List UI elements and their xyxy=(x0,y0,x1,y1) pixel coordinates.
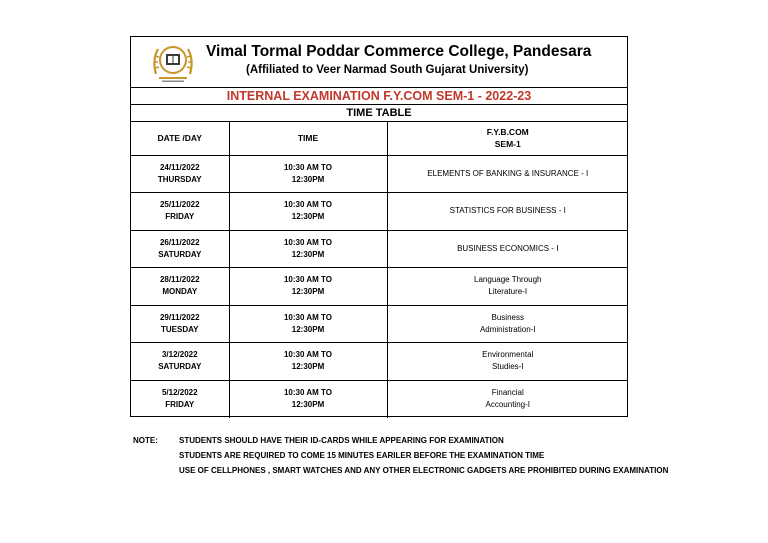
subject-cell xyxy=(387,380,628,418)
day-text: SATURDAY xyxy=(158,362,202,372)
date-text: 26/11/2022 xyxy=(159,237,200,247)
time-end: 12:30PM xyxy=(291,324,325,334)
time-cell xyxy=(229,268,387,306)
day-text: FRIDAY xyxy=(165,400,195,409)
time-end: 12:30PM xyxy=(291,287,325,297)
subject-line-2: Administration-I xyxy=(479,324,536,334)
subject-line-2: Literature-I xyxy=(488,287,528,297)
date-cell xyxy=(131,193,229,231)
table-row xyxy=(131,155,628,193)
time-end: 12:30PM xyxy=(291,362,325,372)
date-cell xyxy=(131,268,229,306)
subject-cell xyxy=(387,193,628,231)
date-text: 5/12/2022 xyxy=(161,388,198,397)
affiliation-text: (Affiliated to Veer Narmad South Gujarat University) xyxy=(246,64,529,76)
subject-line-1: Financial xyxy=(491,388,524,397)
course-label: F.Y.B.COM xyxy=(486,127,529,138)
column-header-date: DATE /DAY xyxy=(131,122,229,155)
day-text: FRIDAY xyxy=(165,212,195,222)
time-start: 10:30 AM TO xyxy=(283,350,332,360)
subject-line-1: Environmental xyxy=(482,350,534,360)
column-header-course xyxy=(387,122,628,155)
exam-title: INTERNAL EXAMINATION F.Y.COM SEM-1 - 2022-23 xyxy=(131,87,627,105)
semester-label: SEM-1 xyxy=(494,139,521,150)
date-text: 24/11/2022 xyxy=(159,162,200,172)
table-row xyxy=(131,193,628,231)
subject-line-1: BUSINESS ECONOMICS - I xyxy=(457,243,559,253)
table-row xyxy=(131,268,628,306)
time-start: 10:30 AM TO xyxy=(283,162,332,172)
time-cell xyxy=(229,343,387,381)
subject-cell xyxy=(387,305,628,343)
subject-cell xyxy=(387,155,628,193)
table-row xyxy=(131,305,628,343)
day-text: THURSDAY xyxy=(157,174,202,184)
date-cell xyxy=(131,305,229,343)
date-cell xyxy=(131,343,229,381)
date-cell xyxy=(131,230,229,268)
college-header xyxy=(131,37,627,88)
college-name: Vimal Tormal Poddar Commerce College, Pandesara xyxy=(206,43,592,60)
table-row xyxy=(131,230,628,268)
day-text: TUESDAY xyxy=(161,324,199,334)
table-row xyxy=(131,343,628,381)
time-cell xyxy=(229,305,387,343)
time-start: 10:30 AM TO xyxy=(283,388,332,397)
date-text: 28/11/2022 xyxy=(159,275,200,285)
subject-cell xyxy=(387,343,628,381)
subject-line-1: Language Through xyxy=(474,275,542,285)
time-start: 10:30 AM TO xyxy=(283,275,332,285)
time-start: 10:30 AM TO xyxy=(283,200,332,210)
date-text: 3/12/2022 xyxy=(161,350,198,360)
timetable-document xyxy=(130,36,628,417)
date-text: 25/11/2022 xyxy=(159,200,200,210)
time-end: 12:30PM xyxy=(291,400,325,409)
day-text: MONDAY xyxy=(162,287,198,297)
date-text: 29/11/2022 xyxy=(159,312,200,322)
time-start: 10:30 AM TO xyxy=(283,312,332,322)
note-line: STUDENTS ARE REQUIRED TO COME 15 MINUTES EARILER BEFORE THE EXAMINATION TIME xyxy=(179,451,545,460)
date-cell xyxy=(131,380,229,418)
table-row xyxy=(131,380,628,418)
time-end: 12:30PM xyxy=(291,212,325,222)
column-header-time: TIME xyxy=(229,122,387,155)
time-start: 10:30 AM TO xyxy=(283,237,332,247)
note-line: USE OF CELLPHONES , SMART WATCHES AND ANY OTHER ELECTRONIC GADGETS ARE PROHIBITED DURING EXAMINATION xyxy=(179,466,669,475)
subject-line-2: Studies-I xyxy=(491,362,524,372)
note-label: NOTE: xyxy=(133,436,158,445)
timetable-title: TIME TABLE xyxy=(131,105,627,122)
schedule-table xyxy=(131,122,628,418)
date-cell xyxy=(131,155,229,193)
subject-cell xyxy=(387,268,628,306)
time-cell xyxy=(229,230,387,268)
time-cell xyxy=(229,380,387,418)
subject-line-1: Business xyxy=(491,312,524,322)
day-text: SATURDAY xyxy=(158,249,202,259)
note-line: STUDENTS SHOULD HAVE THEIR ID-CARDS WHILE APPEARING FOR EXAMINATION xyxy=(179,436,504,445)
subject-line-1: STATISTICS FOR BUSINESS - I xyxy=(449,206,566,216)
subject-cell xyxy=(387,230,628,268)
subject-line-1: ELEMENTS OF BANKING & INSURANCE - I xyxy=(427,168,589,178)
time-cell xyxy=(229,193,387,231)
table-header-row xyxy=(131,122,628,155)
subject-line-2: Accounting-I xyxy=(485,400,530,409)
time-cell xyxy=(229,155,387,193)
time-end: 12:30PM xyxy=(291,174,325,184)
time-end: 12:30PM xyxy=(291,249,325,259)
college-emblem-icon xyxy=(150,40,196,84)
